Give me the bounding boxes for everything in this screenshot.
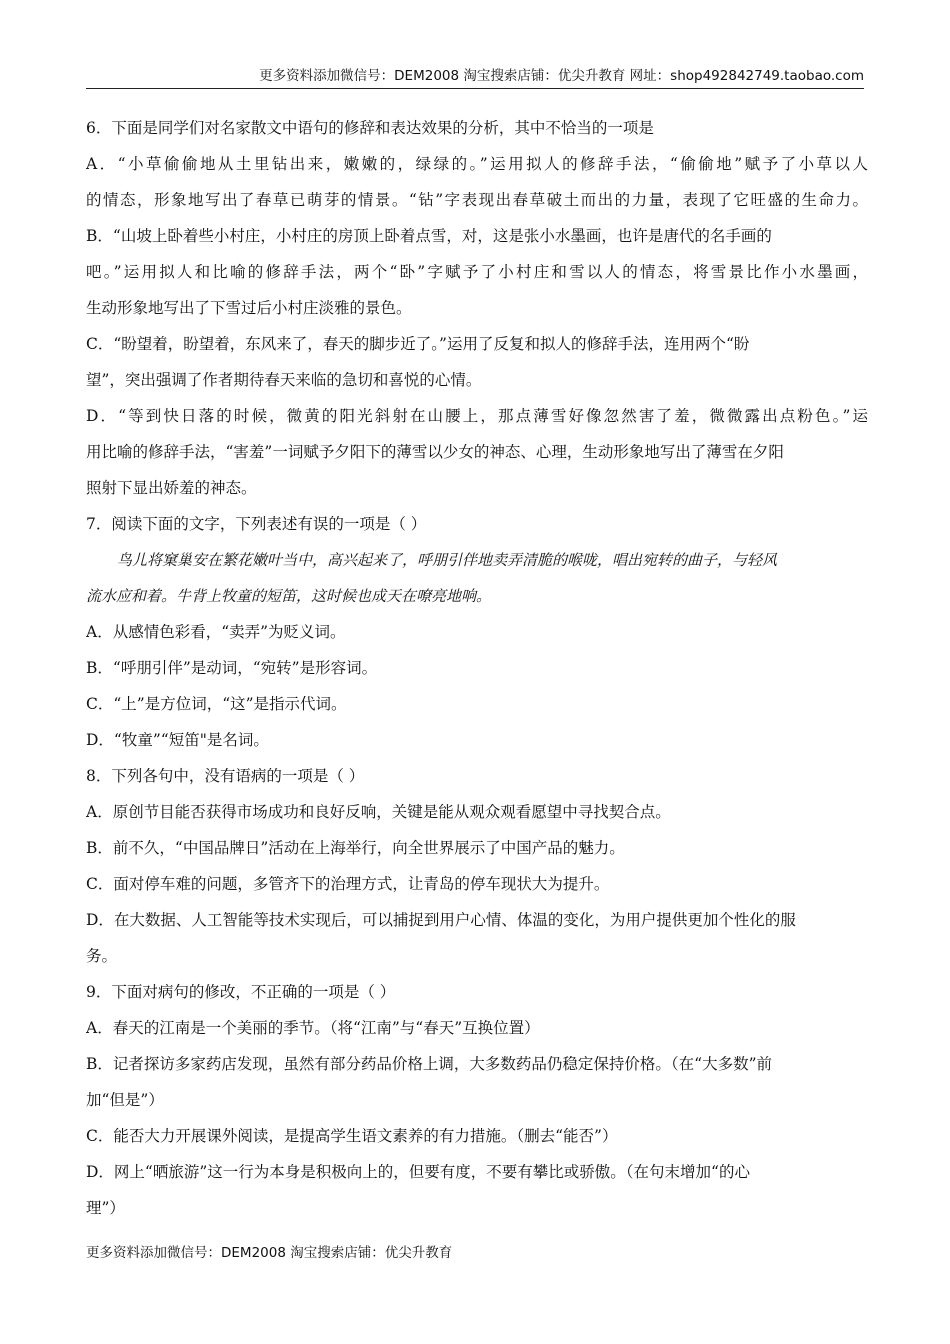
q6-option-d-cont2: 照射下显出娇羞的神态。 (86, 479, 257, 497)
q6-option-c: C．“盼望着，盼望着，东风来了，春天的脚步近了。”运用了反复和拟人的修辞手法，连用两个“盼 (86, 335, 750, 353)
q9-stem: 9．下面对病句的修改，不正确的一项是（ ） (86, 983, 396, 1001)
q7-passage: 鸟儿将窠巢安在繁花嫩叶当中，高兴起来了，呼朋引伴地卖弄清脆的喉咙，唱出宛转的曲子，与轻风 (117, 551, 778, 569)
q9-option-c: C．能否大力开展课外阅读，是提高学生语文素养的有力措施。（删去“能否”） (86, 1127, 618, 1145)
q6-option-d: D．“等到快日落的时候，微黄的阳光斜射在山腰上，那点薄雪好像忽然害了羞，微微露出点粉色。”运 (86, 407, 868, 425)
q7-option-b: B．“呼朋引伴”是动词，“宛转”是形容词。 (86, 659, 378, 677)
q8-stem: 8．下列各句中，没有语病的一项是（ ） (86, 767, 365, 785)
q6-option-b-cont2: 生动形象地写出了下雪过后小村庄淡雅的景色。 (86, 299, 412, 317)
q7-passage-cont: 流水应和着。牛背上牧童的短笛，这时候也成天在嘹亮地响。 (86, 587, 492, 605)
q6-option-a-cont: 的情态，形象地写出了春草已萌芽的情景。“钻”字表现出春草破土而出的力量，表现了它旺盛的生命力。 (86, 191, 868, 209)
q9-option-b-cont: 加“但是”） (86, 1091, 164, 1109)
q8-option-c: C．面对停车难的问题，多管齐下的治理方式，让青岛的停车现状大为提升。 (86, 875, 610, 893)
q8-option-a: A．原创节目能否获得市场成功和良好反响，关键是能从观众观看愿望中寻找契合点。 (86, 803, 671, 821)
q7-option-c: C．“上”是方位词，“这”是指示代词。 (86, 695, 347, 713)
q9-option-a: A．春天的江南是一个美丽的季节。（将“江南”与“春天”互换位置） (86, 1019, 540, 1037)
q7-stem: 7．阅读下面的文字，下列表述有误的一项是（ ） (86, 515, 427, 533)
page-header: 更多资料添加微信号：DEM2008 淘宝搜索店铺：优尖升教育 网址：shop492842749.taobao.com (86, 66, 864, 89)
q9-option-d-cont: 理”） (86, 1199, 125, 1217)
q7-option-d: D．“牧童”“短笛"是名词。 (86, 731, 269, 749)
q6-stem: 6．下面是同学们对名家散文中语句的修辞和表达效果的分析，其中不恰当的一项是 (86, 119, 654, 137)
q6-option-c-cont: 望”，突出强调了作者期待春天来临的急切和喜悦的心情。 (86, 371, 482, 389)
document-body (86, 110, 868, 1226)
q7-option-a: A．从感情色彩看，“卖弄”为贬义词。 (86, 623, 346, 641)
q9-option-b: B．记者探访多家药店发现，虽然有部分药品价格上调，大多数药品仍稳定保持价格。（在“大多数”前 (86, 1055, 772, 1073)
q6-option-b-cont: 吧。”运用拟人和比喻的修辞手法，两个“卧”字赋予了小村庄和雪以人的情态，将雪景比作小水墨画， (86, 263, 868, 281)
q9-option-d: D．网上“晒旅游”这一行为本身是积极向上的，但要有度，不要有攀比或骄傲。（在句末增加“的心 (86, 1163, 750, 1181)
q8-option-b: B．前不久，“中国品牌日”活动在上海举行，向全世界展示了中国产品的魅力。 (86, 839, 625, 857)
page-footer: 更多资料添加微信号：DEM2008 淘宝搜索店铺：优尖升教育 (86, 1245, 453, 1261)
q6-option-b: B．“山坡上卧着些小村庄，小村庄的房顶上卧着点雪，对，这是张小水墨画，也许是唐代的名手画的 (86, 227, 772, 245)
q6-option-a: A．“小草偷偷地从土里钻出来，嫩嫩的，绿绿的。”运用拟人的修辞手法，“偷偷地”赋予了小草以人 (86, 155, 868, 173)
q8-option-d-cont: 务。 (86, 947, 118, 965)
q8-option-d: D．在大数据、人工智能等技术实现后，可以捕捉到用户心情、体温的变化，为用户提供更加个性化的服 (86, 911, 796, 929)
q6-option-d-cont: 用比喻的修辞手法，“害羞”一词赋予夕阳下的薄雪以少女的神态、心理，生动形象地写出了薄雪在夕阳 (86, 443, 784, 461)
